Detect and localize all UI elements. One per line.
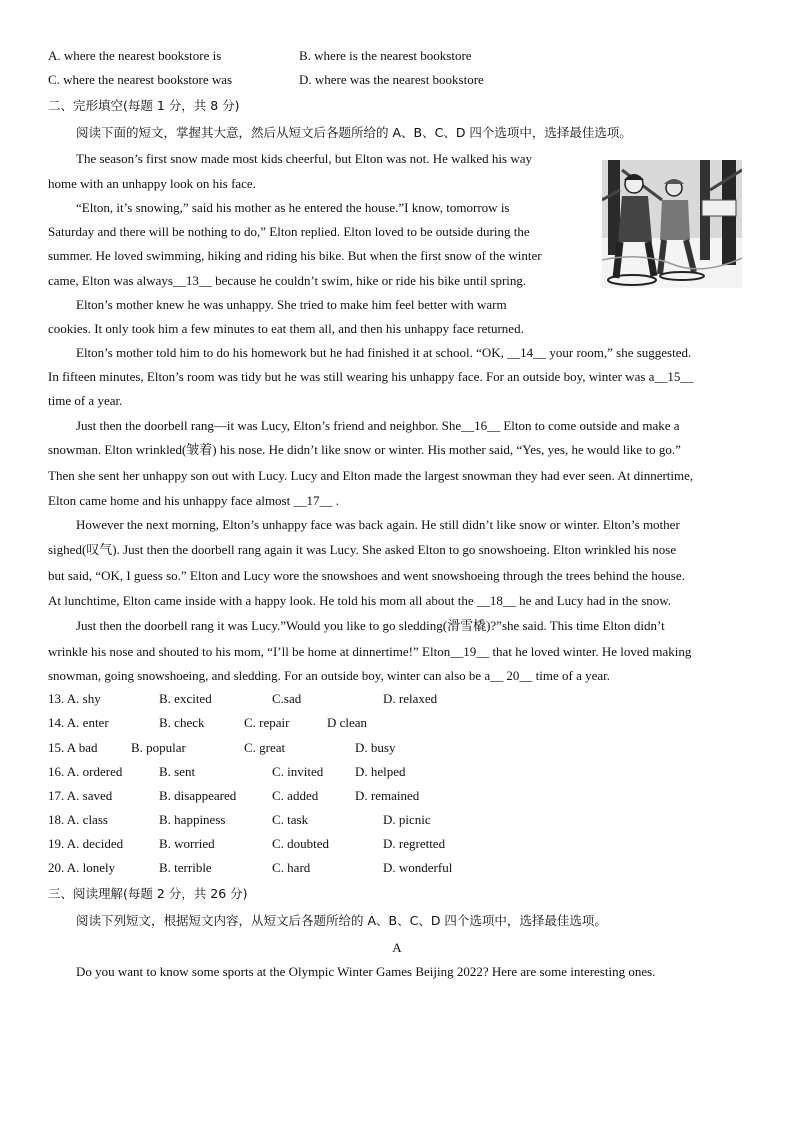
passage-line: In fifteen minutes, Elton’s room was tidy but he was still wearing his unhappy face. For an outside boy, winter was a__15__: [48, 369, 694, 384]
snow-kids-illustration: [602, 160, 742, 288]
q20-option-b[interactable]: B. terrible: [159, 860, 212, 875]
passage-line: Then she sent her unhappy son out with Lucy. Lucy and Elton made the largest snowman they had ever seen. At dinnertime,: [48, 468, 694, 483]
q17-option-c[interactable]: C. added: [272, 788, 319, 803]
q13-option-a[interactable]: 13. A. shy: [48, 691, 101, 706]
q13-option-c[interactable]: C.sad: [272, 691, 302, 706]
q16-option-b[interactable]: B. sent: [159, 764, 196, 779]
q17-option-a[interactable]: 17. A. saved: [48, 788, 113, 803]
q20-option-d[interactable]: D. wonderful: [383, 860, 453, 875]
prev-option-b: B. where is the nearest bookstore: [299, 48, 472, 63]
q20-option-c[interactable]: C. hard: [272, 860, 311, 875]
q19-option-b[interactable]: B. worried: [159, 836, 215, 851]
passage-line: Just then the doorbell rang it was Lucy.”Would you like to go sledding(滑雪橇)?”she said. This time Elton didn’t: [76, 618, 665, 633]
q14-option-c[interactable]: C. repair: [244, 715, 290, 730]
passage-line: Elton’s mother knew he was unhappy. She tried to make him feel better with warm: [76, 297, 507, 312]
q16-option-d[interactable]: D. helped: [355, 764, 406, 779]
passage-line: sighed(叹气). Just then the doorbell rang again it was Lucy. She asked Elton to go snowshoeing. Elton wrinkled his nose: [48, 542, 677, 557]
passage-line: cookies. It only took him a few minutes to eat them all, and then his unhappy face returned.: [48, 321, 524, 336]
q14-option-d[interactable]: D clean: [327, 715, 368, 730]
q20-option-a[interactable]: 20. A. lonely: [48, 860, 116, 875]
passage-line: Elton’s mother told him to do his homework but he had finished it at school. “OK, __14__ your room,” she suggested.: [76, 345, 692, 360]
prev-option-a: A. where the nearest bookstore is: [48, 48, 222, 63]
prev-option-d: D. where was the nearest bookstore: [299, 72, 484, 87]
section3-intro: Do you want to know some sports at the Olympic Winter Games Beijing 2022? Here are some interesting ones.: [76, 964, 656, 979]
q13-option-d[interactable]: D. relaxed: [383, 691, 438, 706]
q14-option-b[interactable]: B. check: [159, 715, 205, 730]
part-label: A: [392, 940, 402, 955]
section2-instruction: 阅读下面的短文，掌握其大意，然后从短文后各题所给的 A、B、C、D 四个选项中，选择最佳选项。: [76, 125, 632, 140]
q18-option-a[interactable]: 18. A. class: [48, 812, 108, 827]
q19-option-c[interactable]: C. doubted: [272, 836, 330, 851]
q15-option-c[interactable]: C. great: [244, 740, 286, 755]
q14-option-a[interactable]: 14. A. enter: [48, 715, 109, 730]
q16-option-a[interactable]: 16. A. ordered: [48, 764, 123, 779]
passage-line: home with an unhappy look on his face.: [48, 176, 256, 191]
q17-option-d[interactable]: D. remained: [355, 788, 420, 803]
q15-option-d[interactable]: D. busy: [355, 740, 396, 755]
q16-option-c[interactable]: C. invited: [272, 764, 324, 779]
q13-option-b[interactable]: B. excited: [159, 691, 212, 706]
passage-line: “Elton, it’s snowing,” said his mother as he entered the house.”I know, tomorrow is: [76, 200, 510, 215]
passage-line: summer. He loved swimming, hiking and riding his bike. But when the first snow of the winter: [48, 248, 542, 263]
passage-line: snowman, going snowshoeing, and sledding. For an outside boy, winter can also be a__ 20__ time of a year.: [48, 668, 611, 683]
section2-heading: 二、完形填空(每题 1 分，共 8 分): [48, 98, 240, 113]
passage-line: but said, “OK, I guess so.” Elton and Lucy wore the snowshoes and went snowshoeing through the trees behind the house.: [48, 568, 685, 583]
q15-option-a[interactable]: 15. A bad: [48, 740, 98, 755]
section3-instruction: 阅读下列短文，根据短文内容，从短文后各题所给的 A、B、C、D 四个选项中，选择最佳选项。: [76, 913, 607, 928]
q19-option-a[interactable]: 19. A. decided: [48, 836, 124, 851]
q19-option-d[interactable]: D. regretted: [383, 836, 446, 851]
passage-line: The season’s first snow made most kids cheerful, but Elton was not. He walked his way: [76, 151, 532, 166]
q15-option-b[interactable]: B. popular: [131, 740, 186, 755]
q18-option-c[interactable]: C. task: [272, 812, 309, 827]
q17-option-b[interactable]: B. disappeared: [159, 788, 237, 803]
passage-line: time of a year.: [48, 393, 123, 408]
passage-line: Elton came home and his unhappy face almost __17__ .: [48, 493, 339, 508]
passage-line: At lunchtime, Elton came inside with a happy look. He told his mom all about the __18__ he and Lucy had in the snow.: [48, 593, 672, 608]
section3-heading: 三、阅读理解(每题 2 分，共 26 分): [48, 886, 248, 901]
passage-line: Saturday and there will be nothing to do,” Elton replied. Elton loved to be outside during the: [48, 224, 530, 239]
passage-line: However the next morning, Elton’s unhappy face was back again. He still didn’t like snow or winter. Elton’s mother: [76, 517, 680, 532]
passage-line: came, Elton was always__13__ because he couldn’t swim, hike or ride his bike until spring.: [48, 273, 527, 288]
passage-line: Just then the doorbell rang—it was Lucy, Elton’s friend and neighbor. She__16__ Elton to come outside and make a: [76, 418, 680, 433]
passage-line: wrinkle his nose and shouted to his mom, “I’ll be home at dinnertime!” Elton__19__ that he loved winter. He loved making: [48, 644, 692, 659]
passage-line: snowman. Elton wrinkled(皱着) his nose. He didn’t like snow or winter. His mother said, “Yes, yes, he would like to go.”: [48, 442, 681, 457]
q18-option-d[interactable]: D. picnic: [383, 812, 431, 827]
prev-option-c: C. where the nearest bookstore was: [48, 72, 233, 87]
q18-option-b[interactable]: B. happiness: [159, 812, 226, 827]
